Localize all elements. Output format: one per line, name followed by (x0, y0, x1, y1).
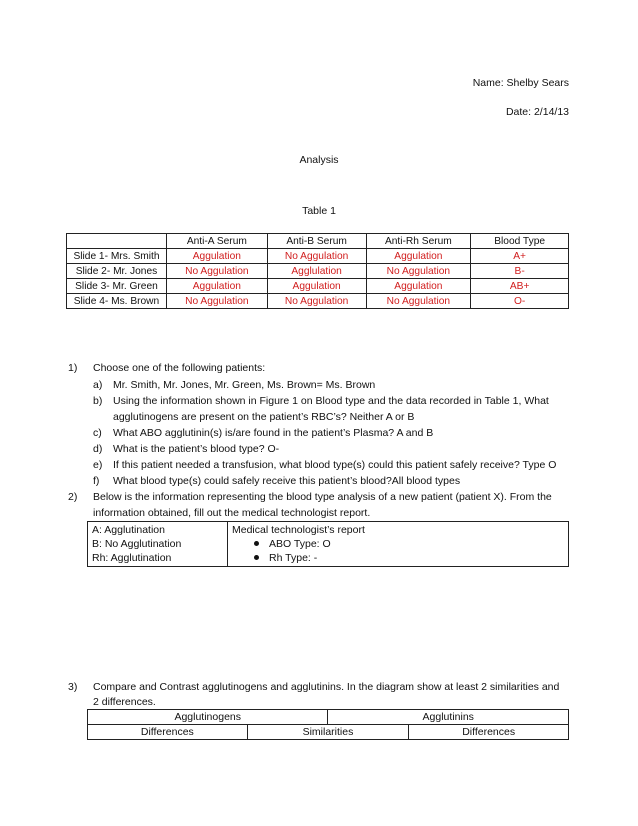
bullet-icon (254, 555, 259, 560)
result-cell: No Aggulation (166, 264, 267, 279)
item-text: Mr. Smith, Mr. Jones, Mr. Green, Ms. Brown= Ms. Brown (113, 379, 376, 391)
result-cell: Aggulation (166, 279, 267, 294)
result-cell: AB+ (471, 279, 569, 294)
question-text: Choose one of the following patients: (93, 362, 266, 374)
header-cell: Anti-Rh Serum (366, 234, 471, 249)
result-b: B: No Agglutination (92, 538, 182, 550)
table-title: Table 1 (302, 205, 336, 217)
item-label: b) (93, 395, 103, 407)
item-label: f) (93, 475, 100, 487)
table-header-row (67, 234, 569, 249)
date-label: Date: 2/14/13 (505, 106, 569, 118)
question-number: 3) (68, 681, 78, 693)
student-name: Name: Shelby Sears (472, 77, 569, 89)
row-label: Slide 3- Mr. Green (67, 279, 167, 294)
report-item-text: Rh Type: - (269, 552, 318, 564)
comparison-table (87, 709, 569, 740)
question-text: Compare and Contrast agglutinogens and agglutinins. In the diagram show at least 2 similarities and (93, 681, 560, 693)
result-cell: Aggulation (166, 249, 267, 264)
section-title: Analysis (299, 154, 339, 166)
row-label: Slide 1- Mrs. Smith (67, 249, 167, 264)
report-item-text: ABO Type: O (269, 538, 331, 550)
table-row (67, 264, 569, 279)
technologist-report-box (87, 521, 569, 567)
report-item (254, 538, 331, 552)
result-cell: Agglulation (267, 264, 366, 279)
table-row (67, 294, 569, 309)
item-label: c) (93, 427, 102, 439)
header-cell: Anti-A Serum (166, 234, 267, 249)
item-label: e) (93, 459, 103, 471)
differences-left: Differences (88, 725, 248, 740)
row-label: Slide 2- Mr. Jones (67, 264, 167, 279)
header-cell: Anti-B Serum (267, 234, 366, 249)
result-cell: No Aggulation (366, 264, 471, 279)
bullet-icon (254, 541, 259, 546)
header-cell: Blood Type (471, 234, 569, 249)
col-agglutinins: Agglutinins (328, 710, 569, 725)
header-cell (67, 234, 167, 249)
report-title: Medical technologist’s report (232, 524, 365, 536)
row-label: Slide 4- Ms. Brown (67, 294, 167, 309)
question-text: information obtained, fill out the medical technologist report. (93, 507, 371, 519)
question-text: Below is the information representing the blood type analysis of a new patient (patient X). From the (93, 491, 552, 503)
report-item (254, 552, 317, 566)
result-cell: No Aggulation (166, 294, 267, 309)
question-number: 2) (68, 491, 78, 503)
item-text: agglutinogens are present on the patient’s RBC’s? Neither A or B (113, 411, 415, 423)
item-text: What is the patient’s blood type? O- (113, 443, 280, 455)
result-cell: No Aggulation (267, 249, 366, 264)
result-cell: Aggulation (267, 279, 366, 294)
result-cell: Aggulation (366, 279, 471, 294)
item-text: What ABO agglutinin(s) is/are found in the patient’s Plasma? A and B (113, 427, 434, 439)
similarities: Similarities (247, 725, 409, 740)
question-number: 1) (68, 362, 78, 374)
table-row (67, 249, 569, 264)
question-text: 2 differences. (93, 696, 156, 708)
item-text: Using the information shown in Figure 1 on Blood type and the data recorded in Table 1, What (113, 395, 549, 407)
result-cell: A+ (471, 249, 569, 264)
divider (227, 522, 228, 566)
result-cell: No Aggulation (366, 294, 471, 309)
comparison-sub-row (88, 725, 569, 740)
result-cell: No Aggulation (267, 294, 366, 309)
result-rh: Rh: Agglutination (92, 552, 172, 564)
result-cell: O- (471, 294, 569, 309)
table-row (67, 279, 569, 294)
comparison-header-row (88, 710, 569, 725)
result-a: A: Agglutination (92, 524, 165, 536)
differences-right: Differences (409, 725, 569, 740)
result-cell: B- (471, 264, 569, 279)
item-text: What blood type(s) could safely receive this patient’s blood?All blood types (113, 475, 461, 487)
item-text: If this patient needed a transfusion, what blood type(s) could this patient safely receive? Type O (113, 459, 557, 471)
item-label: d) (93, 443, 103, 455)
blood-type-table (66, 233, 569, 309)
result-cell: Aggulation (366, 249, 471, 264)
col-agglutinogens: Agglutinogens (88, 710, 328, 725)
item-label: a) (93, 379, 103, 391)
